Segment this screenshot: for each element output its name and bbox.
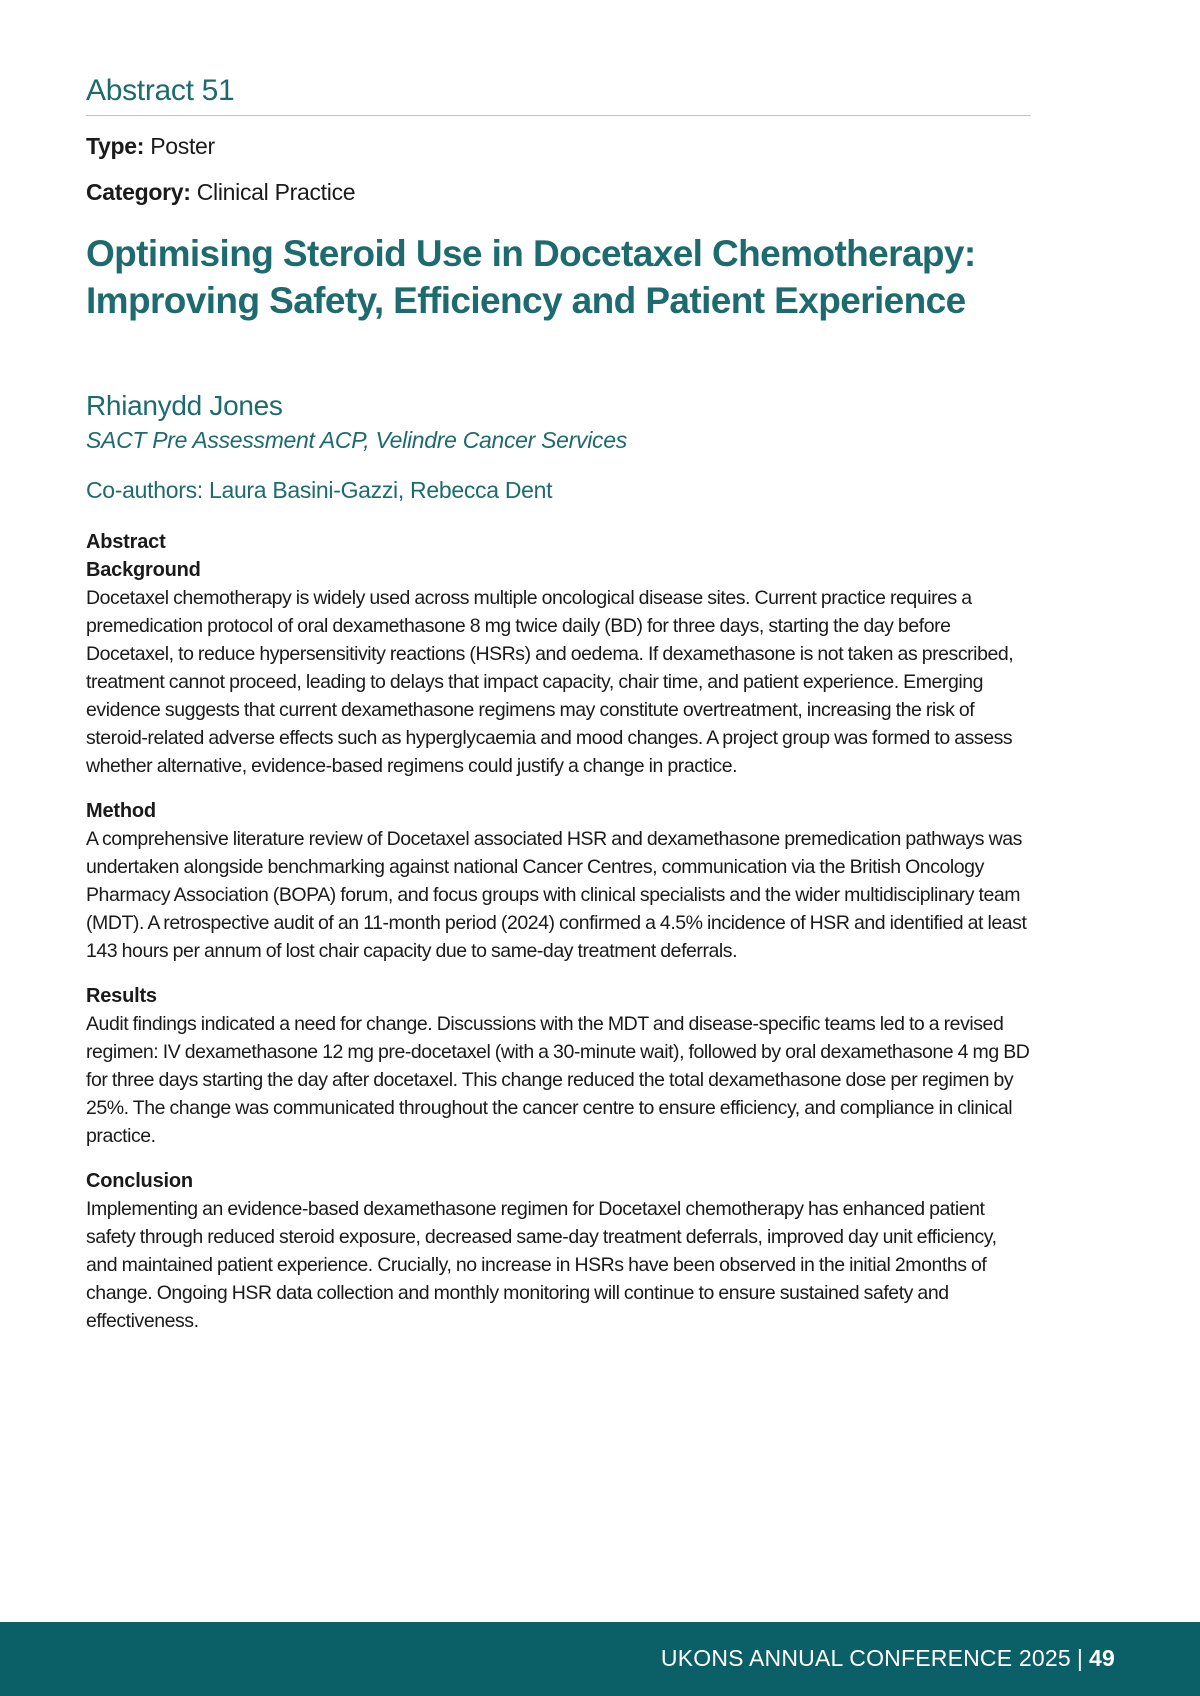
- footer-separator: |: [1076, 1645, 1084, 1671]
- page-footer: [0, 1622, 1200, 1696]
- footer-text: [661, 1644, 1115, 1674]
- type-label: Type:: [86, 132, 145, 159]
- type-line: [86, 130, 1031, 162]
- section-heading: Results: [86, 984, 157, 1007]
- abstract-page: [86, 74, 1031, 1335]
- abstract-heading: Abstract: [86, 530, 166, 553]
- section-text: Docetaxel chemotherapy is widely used across multiple oncological disease sites. Current practice requires a premedication protocol of oral dexamethasone 8 mg twice daily (BD) for three days, starting the day before Docetaxel, to reduce hypersensitivity reactions (HSRs) and oedema. If dexamethasone is not taken as prescribed, treatment cannot proceed, leading to delays that impact capacity, chair time, and patient experience. Emerging evidence suggests that current dexamethasone regimens may constitute overtreatment, increasing the risk of steroid-related adverse effects such as hyperglycaemia and mood changes. A project group was formed to assess whether alternative, evidence-based regimens could justify a change in practice.: [86, 586, 1014, 777]
- section-results: [86, 982, 1031, 1150]
- abstract-title: Optimising Steroid Use in Docetaxel Chemotherapy: Improving Safety, Efficiency and Patient Experience: [86, 232, 976, 322]
- type-value: Poster: [150, 132, 215, 159]
- section-text: Implementing an evidence-based dexamethasone regimen for Docetaxel chemotherapy has enhanced patient safety through reduced steroid exposure, decreased same-day treatment deferrals, improved day unit efficiency, and maintained patient experience. Crucially, no increase in HSRs have been observed in the initial 2months of change. Ongoing HSR data collection and monthly monitoring will continue to ensure sustained safety and effectiveness.: [86, 1197, 997, 1332]
- page-number: 49: [1089, 1645, 1115, 1671]
- author-role: SACT Pre Assessment ACP, Velindre Cancer Services: [86, 427, 627, 454]
- section-conclusion: [86, 1167, 1031, 1335]
- coauthors: Co-authors: Laura Basini-Gazzi, Rebecca Dent: [86, 477, 553, 504]
- section-heading: Conclusion: [86, 1169, 193, 1192]
- section-text: A comprehensive literature review of Docetaxel associated HSR and dexamethasone premedication pathways was undertaken alongside benchmarking against national Cancer Centres, communication via the British Oncology Pharmacy Association (BOPA) forum, and focus groups with clinical specialists and the wider multidisciplinary team (MDT). A retrospective audit of an 11-month period (2024) confirmed a 4.5% incidence of HSR and identified at least 143 hours per annum of lost chair capacity due to same-day treatment deferrals.: [86, 827, 1027, 962]
- conference-name: UKONS ANNUAL CONFERENCE 2025: [660, 1645, 1071, 1671]
- author-name: Rhianydd Jones: [86, 389, 283, 421]
- section-background: [86, 556, 1031, 780]
- category-label: Category:: [86, 178, 191, 205]
- category-line: [86, 176, 1031, 208]
- section-method: [86, 797, 1031, 965]
- category-value: Clinical Practice: [196, 178, 356, 205]
- section-heading: Background: [86, 558, 201, 581]
- section-text: Audit findings indicated a need for change. Discussions with the MDT and disease-specific teams led to a revised regimen: IV dexamethasone 12 mg pre-docetaxel (with a 30-minute wait), followed by oral dexamethasone 4 mg BD for three days starting the day after docetaxel. This change reduced the total dexamethasone dose per regimen by 25%. The change was communicated throughout the cancer centre to ensure efficiency, and compliance in clinical practice.: [86, 1012, 1030, 1147]
- abstract-number: Abstract 51: [86, 74, 1031, 116]
- section-heading: Method: [86, 799, 156, 822]
